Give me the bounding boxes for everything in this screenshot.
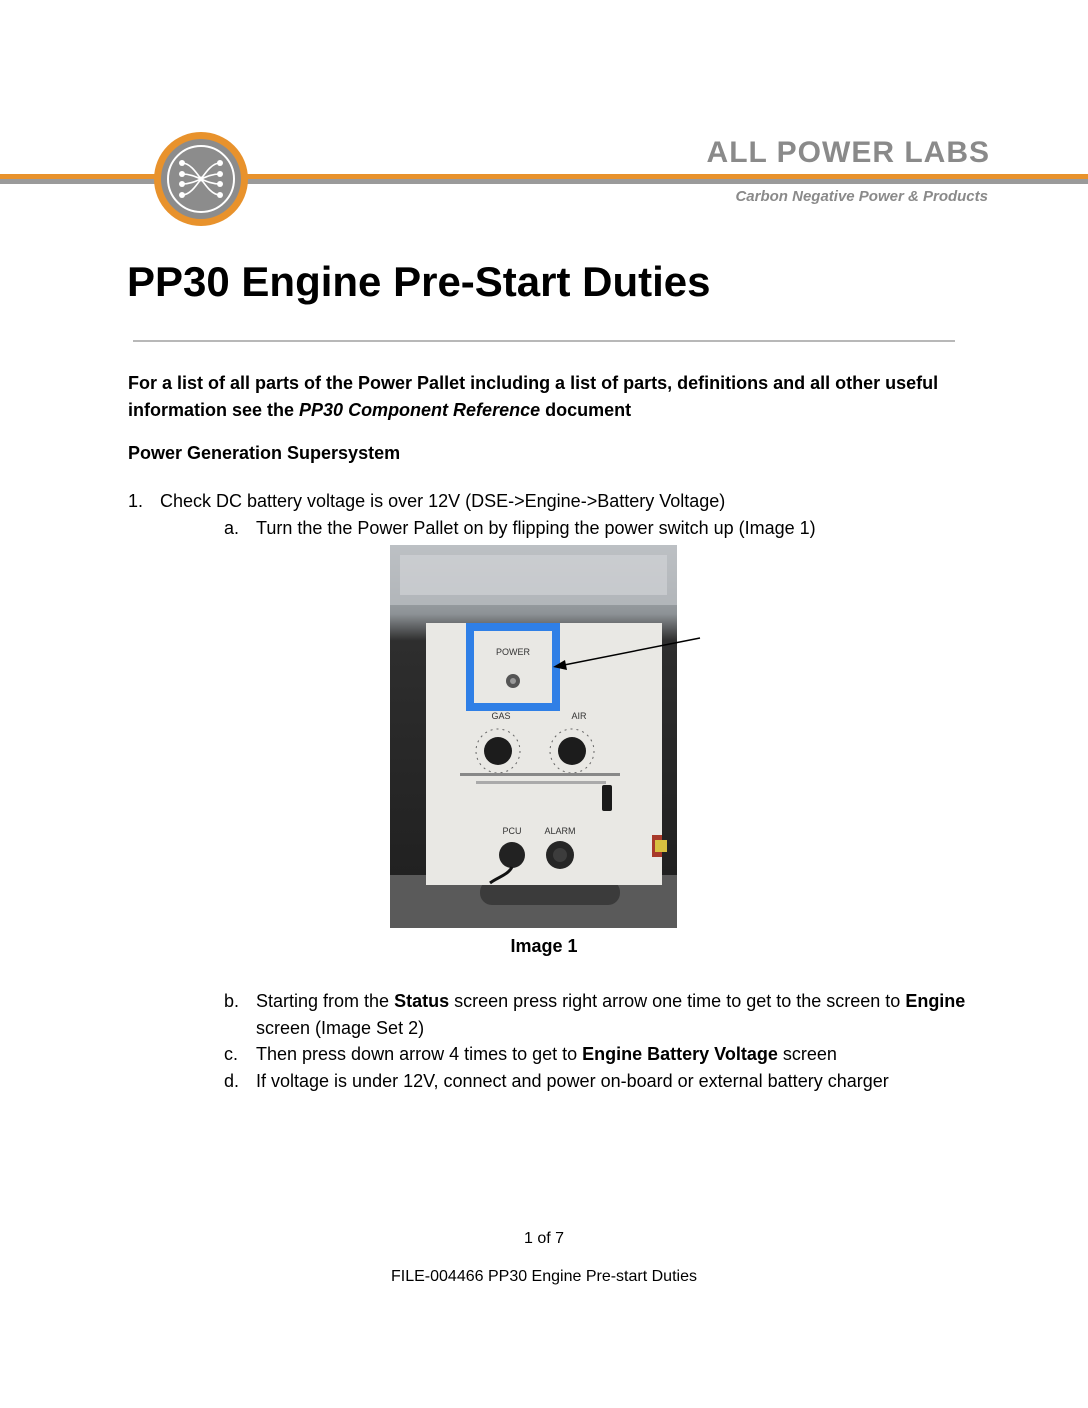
substep-text: Turn the the Power Pallet on by flipping the power switch up (Image 1) [256, 518, 816, 538]
list-marker: c. [224, 1044, 239, 1064]
control-panel-illustration [390, 545, 677, 928]
power-switch-label: POWER [495, 647, 531, 657]
intro-paragraph [128, 370, 978, 424]
file-reference: FILE-004466 PP30 Engine Pre-start Duties [391, 1268, 697, 1285]
list-item-step-1 [128, 488, 988, 515]
alarm-label: ALARM [544, 826, 576, 836]
status-screen-term: Status [394, 991, 450, 1011]
brand-name: ALL POWER LABS [706, 136, 990, 169]
control-panel-photo [390, 545, 677, 928]
gas-dial-label: GAS [491, 711, 511, 721]
section-heading: Power Generation Supersystem [128, 443, 401, 463]
page-title: PP30 Engine Pre-Start Duties [127, 258, 711, 305]
engine-battery-voltage-term: Engine Battery Voltage [582, 1044, 778, 1064]
all-power-labs-logo-icon [152, 130, 250, 228]
air-dial-label: AIR [571, 711, 587, 721]
arrow-pointer-icon [545, 630, 705, 680]
brand-tagline: Carbon Negative Power & Products [735, 188, 988, 205]
page-number: 1 of 7 [523, 1230, 565, 1247]
substep-text: Starting from the Status screen press right arrow one time to get to the screen to Engine screen (Image Set 2) [256, 991, 966, 1038]
intro-text-after: document [540, 400, 632, 420]
engine-screen-term: Engine [905, 991, 966, 1011]
list-item-substep-c [224, 1041, 984, 1068]
list-item-substep-b [224, 988, 984, 1042]
figure-caption: Image 1 [510, 936, 578, 956]
step-text: Check DC battery voltage is over 12V (DSE->Engine->Battery Voltage) [160, 491, 726, 511]
list-marker: d. [224, 1071, 240, 1091]
substep-text: Then press down arrow 4 times to get to Engine Battery Voltage screen [256, 1044, 837, 1064]
list-marker: b. [224, 991, 240, 1011]
component-reference-doc-name: PP30 Component Reference [299, 400, 541, 420]
list-marker: 1. [128, 491, 144, 511]
list-item-substep-d [224, 1068, 984, 1095]
substep-text: If voltage is under 12V, connect and power on-board or external battery charger [256, 1071, 889, 1091]
pcu-port-label: PCU [502, 826, 522, 836]
list-item-substep-a [224, 515, 984, 542]
list-marker: a. [224, 518, 240, 538]
title-divider [133, 340, 955, 342]
intro-text-before: For a list of all parts of the Power Pallet including a list of parts, definitions and all other useful information see the [128, 373, 939, 420]
